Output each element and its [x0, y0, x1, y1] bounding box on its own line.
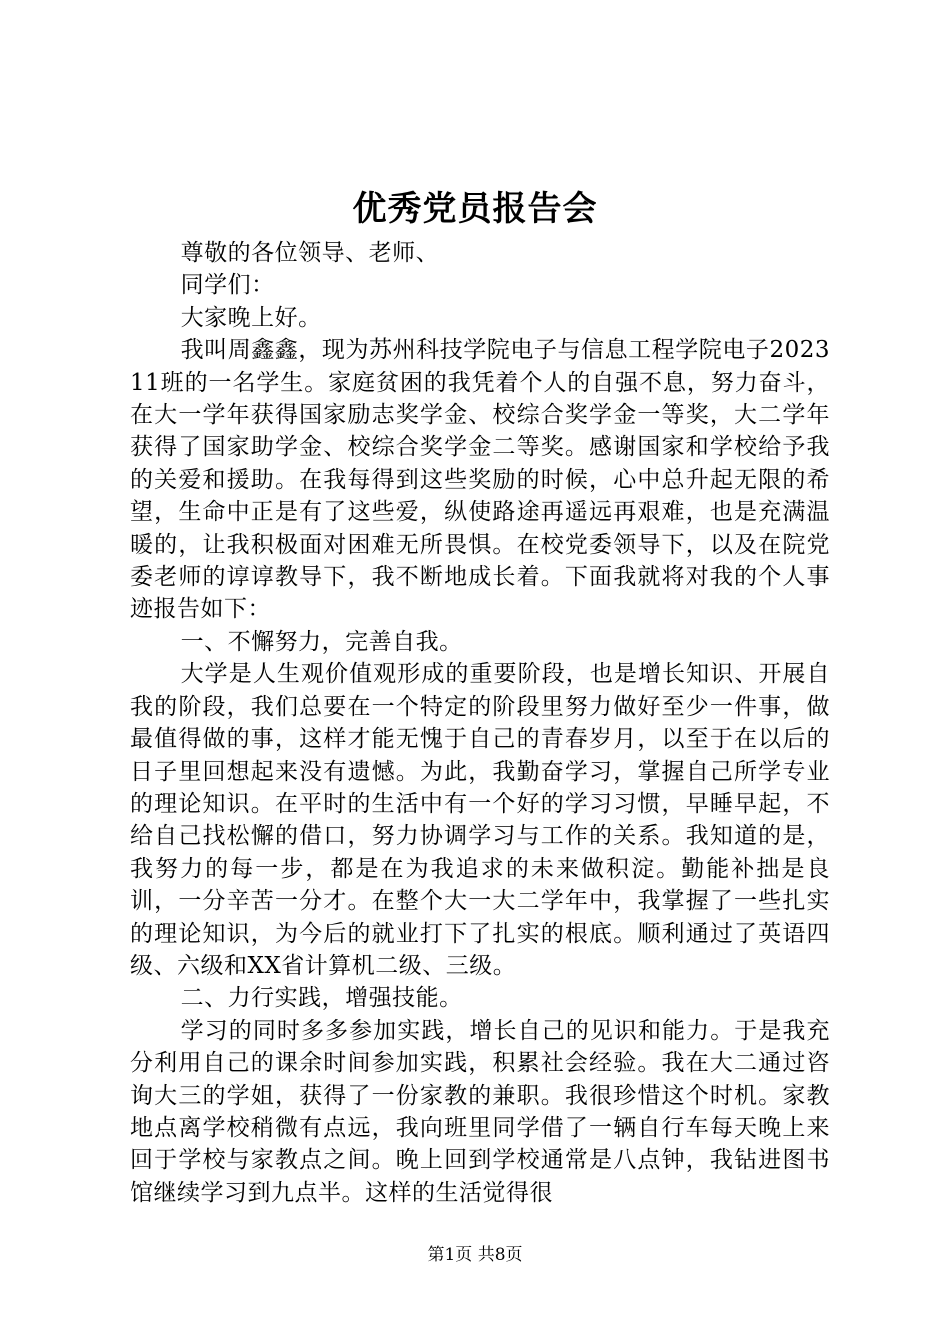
section-heading-1: 一、不懈努力，完善自我。 — [180, 628, 463, 655]
paragraph-salutation-cont: 同学们： — [180, 272, 275, 299]
paragraph-section-2: 学习的同时多多参加实践，增长自己的见识和能力。于是我充分利用自己的课余时间参加实践，积累社会经验。我在大二通过咨询大三的学姐，获得了一份家教的兼职。我很珍惜这个时机。家教地点离学校稍微有点远，我向班里同学借了一辆自行车每天晚上来回于学校与家教点之间。晚上回到学校通常是八点钟，我钻进图书馆继续学习到九点半。这样的生活觉得很 — [130, 1017, 830, 1206]
page-footer: 第1页 共8页 — [427, 1245, 523, 1265]
document-body — [130, 237, 830, 1209]
paragraph-greeting: 大家晚上好。 — [180, 304, 322, 331]
paragraph-intro: 我叫周鑫鑫，现为苏州科技学院电子与信息工程学院电子202311班的一名学生。家庭贫困的我凭着个人的自强不息，努力奋斗，在大一学年获得国家励志奖学金、校综合奖学金一等奖，大二学年获得了国家助学金、校综合奖学金二等奖。感谢国家和学校给予我的关爱和援助。在我每得到这些奖励的时候，心中总升起无限的希望，生命中正是有了这些爱，纵使路途再遥远再艰难，也是充满温暖的，让我积极面对困难无所畏惧。在校党委领导下，以及在院党委老师的谆谆教导下，我不断地成长着。下面我就将对我的个人事迹报告如下： — [130, 337, 830, 623]
paragraph-section-1: 大学是人生观价值观形成的重要阶段，也是增长知识、开展自我的阶段，我们总要在一个特定的阶段里努力做好至少一件事，做最值得做的事，这样才能无愧于自己的青春岁月，以至于在以后的日子里回想起来没有遗憾。为此，我勤奋学习，掌握自己所学专业的理论知识。在平时的生活中有一个好的学习习惯，早睡早起，不给自己找松懈的借口，努力协调学习与工作的关系。我知道的是，我努力的每一步，都是在为我追求的未来做积淀。勤能补拙是良训，一分辛苦一分才。在整个大一大二学年中，我掌握了一些扎实的理论知识，为今后的就业打下了扎实的根底。顺利通过了英语四级、六级和XX省计算机二级、三级。 — [130, 661, 830, 979]
section-heading-2: 二、力行实践，增强技能。 — [180, 985, 463, 1012]
paragraph-salutation: 尊敬的各位领导、老师、 — [180, 240, 440, 266]
document-title: 优秀党员报告会 — [352, 189, 598, 229]
